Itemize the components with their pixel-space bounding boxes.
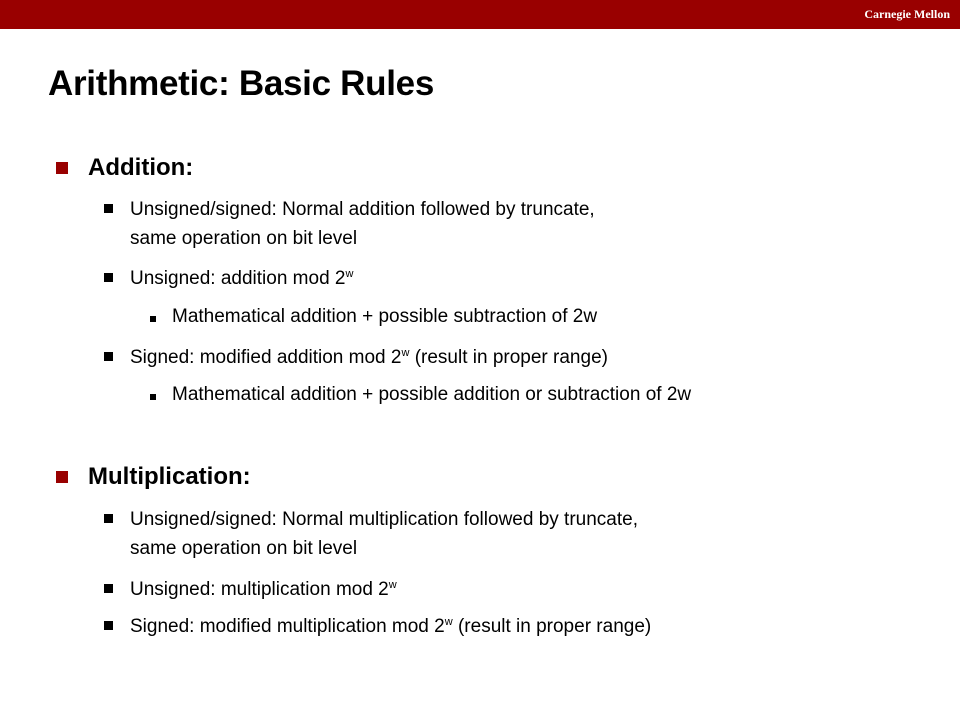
addition-item-3-sub: Mathematical addition + possible addition or subtraction of 2w (172, 384, 692, 405)
multiplication-item-2-superscript: w (388, 579, 397, 591)
addition-item-1 (130, 195, 595, 253)
multiplication-item-3-text: Signed: modified multiplication mod 2 (130, 616, 445, 637)
bullet-icon (104, 584, 113, 593)
header-bar (0, 0, 960, 29)
sub-bullet-icon (150, 394, 156, 400)
multiplication-item-2-text: Unsigned: multiplication mod 2 (130, 579, 389, 600)
multiplication-item-3-tail: (result in proper range) (452, 616, 652, 637)
multiplication-heading: Multiplication: (88, 463, 251, 490)
addition-heading: Addition: (88, 154, 194, 181)
addition-item-1-line-2: same operation on bit level (130, 228, 358, 249)
addition-item-3-superscript: w (401, 347, 410, 359)
bullet-icon (104, 621, 113, 630)
multiplication-item-1-line-2: same operation on bit level (130, 538, 358, 559)
bullet-icon (104, 352, 113, 361)
addition-item-2-sub: Mathematical addition + possible subtraction of 2w (172, 306, 598, 327)
bullet-icon (104, 204, 113, 213)
brand-label: Carnegie Mellon (864, 7, 950, 21)
multiplication-item-3-superscript: w (444, 616, 453, 628)
section-bullet-icon (56, 162, 68, 174)
addition-item-3-text: Signed: modified addition mod 2 (130, 347, 402, 368)
addition-item-3-tail: (result in proper range) (409, 347, 608, 368)
multiplication-item-2 (130, 575, 397, 604)
addition-item-2-superscript: w (345, 268, 354, 280)
section-bullet-icon (56, 471, 68, 483)
addition-item-3 (130, 343, 608, 372)
multiplication-item-1 (130, 505, 638, 563)
multiplication-item-1-line-1: Unsigned/signed: Normal multiplication followed by truncate, (130, 509, 638, 530)
slide-title: Arithmetic: Basic Rules (48, 64, 434, 103)
addition-item-2 (130, 264, 353, 293)
bullet-icon (104, 273, 113, 282)
bullet-icon (104, 514, 113, 523)
addition-item-2-text: Unsigned: addition mod 2 (130, 268, 346, 289)
multiplication-item-3 (130, 612, 651, 641)
addition-item-1-line-1: Unsigned/signed: Normal addition followed by truncate, (130, 199, 595, 220)
sub-bullet-icon (150, 316, 156, 322)
